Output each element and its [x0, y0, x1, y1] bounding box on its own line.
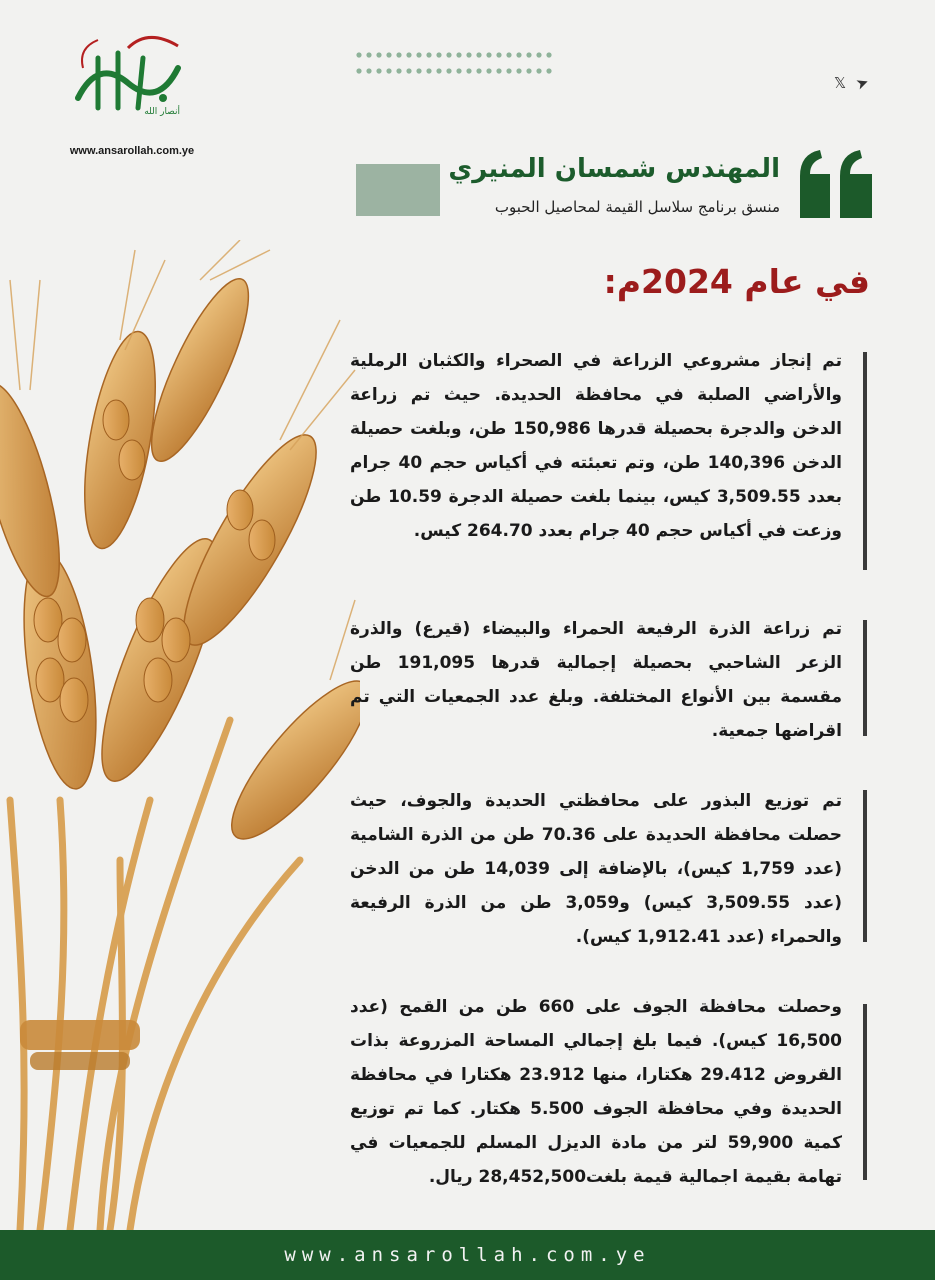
logo-calligraphy: [68, 28, 196, 116]
decor-dot: [456, 68, 461, 73]
decor-dot: [426, 68, 431, 73]
decor-dot: [426, 52, 431, 57]
decor-dot: [536, 68, 541, 73]
decor-dot: [516, 52, 521, 57]
decor-dot: [496, 52, 501, 57]
decor-dot: [486, 52, 491, 57]
decor-dot: [466, 52, 471, 57]
x-icon[interactable]: 𝕏: [834, 74, 847, 92]
decor-dot: [366, 68, 371, 73]
decor-dot: [376, 68, 381, 73]
decor-dot: [396, 68, 401, 73]
speaker-name: المهندس شمسان المنيري: [448, 154, 780, 184]
decor-dot: [546, 52, 551, 57]
decor-dot: [376, 52, 381, 57]
decor-dot: [486, 68, 491, 73]
decor-dot: [436, 68, 441, 73]
decor-dot: [506, 68, 511, 73]
decor-dot: [436, 52, 441, 57]
paragraph-4: وحصلت محافظة الجوف على 660 طن من القمح (عدد 16,500 كيس). فيما بلغ إجمالي المساحة المزروعة بذات القروض 29.412 هكتارا، منها 23.912 هكتارا في محافظة الحديدة وفي محافظة الجوف 5.500 هكتار. كما تم توزيع كمية 59,900 لتر من مادة الديزل المسلم للجمعيات في تهامة بقيمة اجمالية قيمة بلغت28,452,500 ريال.: [350, 997, 842, 1187]
decor-dot: [466, 68, 471, 73]
dotted-decoration: [355, 50, 555, 78]
decor-dot: [366, 52, 371, 57]
paragraph-bar: [863, 1004, 867, 1180]
decor-dot: [446, 52, 451, 57]
decor-dot: [446, 68, 451, 73]
decor-dot: [406, 68, 411, 73]
decor-dot: [406, 52, 411, 57]
quote-icon: [796, 148, 876, 220]
social-links: [834, 72, 872, 94]
logo-url[interactable]: www.ansarollah.com.ye: [69, 145, 195, 157]
decor-dot: [356, 52, 361, 57]
decor-dot: [396, 52, 401, 57]
decor-dot: [456, 52, 461, 57]
decor-dot: [386, 52, 391, 57]
footer-url[interactable]: www.ansarollah.com.ye: [284, 1244, 651, 1266]
year-heading: في عام 2024م:: [603, 262, 870, 301]
footer: [0, 1230, 935, 1280]
paragraph-3: تم توزيع البذور على محافظتي الحديدة والجوف، حيث حصلت محافظة الحديدة على 70.36 طن من الذرة الشامية (عدد 1,759 كيس)، بالإضافة إلى 14,039 طن من الدخن (عدد 3,509.55 كيس) و3,059 طن من الذرة الرفيعة والحمراء (عدد 1,912.41 كيس).: [350, 791, 842, 947]
decor-dot: [546, 68, 551, 73]
logo-text: أنصار الله: [144, 107, 180, 116]
paragraph-bar: [863, 352, 867, 570]
logo: [62, 28, 202, 157]
decor-dot: [416, 52, 421, 57]
decor-dot: [356, 68, 361, 73]
decor-dot: [536, 52, 541, 57]
speaker-role: منسق برنامج سلاسل القيمة لمحاصيل الحبوب: [494, 198, 780, 216]
decor-dot: [526, 68, 531, 73]
telegram-icon[interactable]: ➤: [853, 72, 872, 94]
decor-dot: [386, 68, 391, 73]
decor-dot: [476, 52, 481, 57]
decor-dot: [476, 68, 481, 73]
paragraph-bar: [863, 790, 867, 942]
decor-dot: [496, 68, 501, 73]
paragraph-bar: [863, 620, 867, 736]
wheat-illustration: [0, 240, 360, 1230]
decor-dot: [516, 68, 521, 73]
header-accent-block: [356, 164, 440, 216]
decor-dot: [526, 52, 531, 57]
paragraph-1: تم إنجاز مشروعي الزراعة في الصحراء والكثبان الرملية والأراضي الصلبة في محافظة الحديدة. حيث تم زراعة الدخن والدجرة بحصيلة قدرها 150,986 طن، وبلغت حصيلة الدخن 140,396 طن، وتم تعبئته في أكياس حجم 40 جرام بعدد 3,509.55 كيس، بينما بلغت حصيلة الدجرة 10.59 طن وزعت في أكياس حجم 40 جرام بعدد 264.70 كيس.: [350, 351, 843, 541]
decor-dot: [506, 52, 511, 57]
paragraph-2: تم زراعة الذرة الرفيعة الحمراء والبيضاء (قيرع) والذرة الزعر الشاحبي بحصيلة إجمالية قدرها 191,095 طن مقسمة بين الأنواع المختلفة. وبلغ عدد الجمعيات التي تم اقراضها جمعية.: [350, 619, 843, 741]
decor-dot: [416, 68, 421, 73]
